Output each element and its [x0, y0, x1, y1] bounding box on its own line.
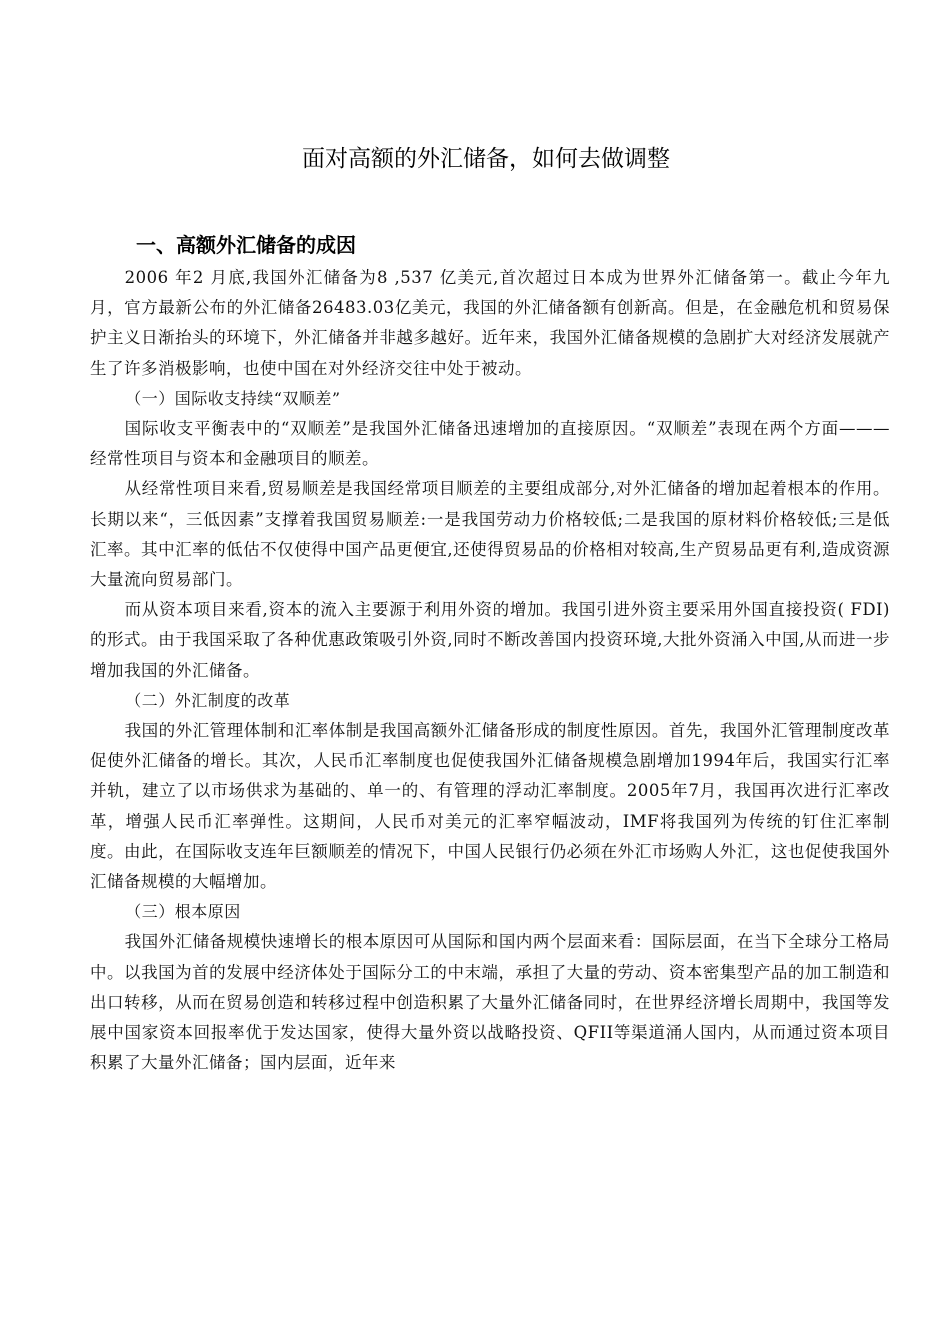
subsection-1-paragraph-1: 国际收支平衡表中的“双顺差”是我国外汇储备迅速增加的直接原因。“双顺差”表现在两个方面———经常性项目与资本和金融项目的顺差。 [90, 419, 890, 469]
subsection-2-paragraph: 我国的外汇管理体制和汇率体制是我国高额外汇储备形成的制度性原因。首先，我国外汇管理制度改革促使外汇储备的增长。其次，人民币汇率制度也促使我国外汇储备规模急剧增加1994年后，我国实行汇率并轨，建立了以市场供求为基础的、单一的、有管理的浮动汇率制度。2005年7月，我国再次进行汇率改革，增强人民币汇率弹性。这期间，人民币对美元的汇率窄幅波动，IMF将我国列为传统的钉住汇率制度。由此，在国际收支连年巨额顺差的情况下，中国人民银行仍必须在外汇市场购人外汇，这也促使我国外汇储备规模的大幅增加。 [90, 721, 890, 892]
subsection-1-heading: （一）国际收支持续“双顺差” [125, 388, 341, 408]
document-body [90, 263, 890, 1078]
section-heading: 一、高额外汇储备的成因 [136, 233, 356, 257]
subsection-3-heading: （三）根本原因 [125, 902, 241, 922]
subsection-1-paragraph-3: 而从资本项目来看,资本的流入主要源于利用外资的增加。我国引进外资主要采用外国直接投资( FDI) 的形式。由于我国采取了各种优惠政策吸引外资,同时不断改善国内投资环境,大批外资涌入中国,从而进一步增加我国的外汇储备。 [90, 600, 890, 680]
document-title: 面对高额的外汇储备，如何去做调整 [302, 146, 670, 172]
subsection-3-paragraph: 我国外汇储备规模快速增长的根本原因可从国际和国内两个层面来看：国际层面，在当下全球分工格局中。以我国为首的发展中经济体处于国际分工的中末端，承担了大量的劳动、资本密集型产品的加工制造和出口转移，从而在贸易创造和转移过程中创造积累了大量外汇储备同时，在世界经济增长周期中，我国等发展中国家资本回报率优于发达国家，使得大量外资以战略投资、QFII等渠道涌人国内，从而通过资本项目积累了大量外汇储备；国内层面，近年来 [90, 932, 890, 1073]
subsection-2-heading: （二）外汇制度的改革 [125, 690, 291, 710]
subsection-1-paragraph-2: 从经常性项目来看,贸易顺差是我国经常项目顺差的主要组成部分,对外汇储备的增加起着根本的作用。长期以来“，三低因素”支撑着我国贸易顺差:一是我国劳动力价格较低;二是我国的原材料价格较低;三是低汇率。其中汇率的低估不仅使得中国产品更便宜,还使得贸易品的价格相对较高,生产贸易品更有利,造成资源大量流向贸易部门。 [90, 479, 890, 590]
intro-paragraph: 2006 年2 月底,我国外汇储备为8 ,537 亿美元,首次超过日本成为世界外汇储备第一。截止今年九月，官方最新公布的外汇储备26483.03亿美元，我国的外汇储备额有创新高。但是，在金融危机和贸易保护主义日渐抬头的环境下，外汇储备并非越多越好。近年来，我国外汇储备规模的急剧扩大对经济发展就产生了许多消极影响，也使中国在对外经济交往中处于被动。 [90, 268, 890, 378]
